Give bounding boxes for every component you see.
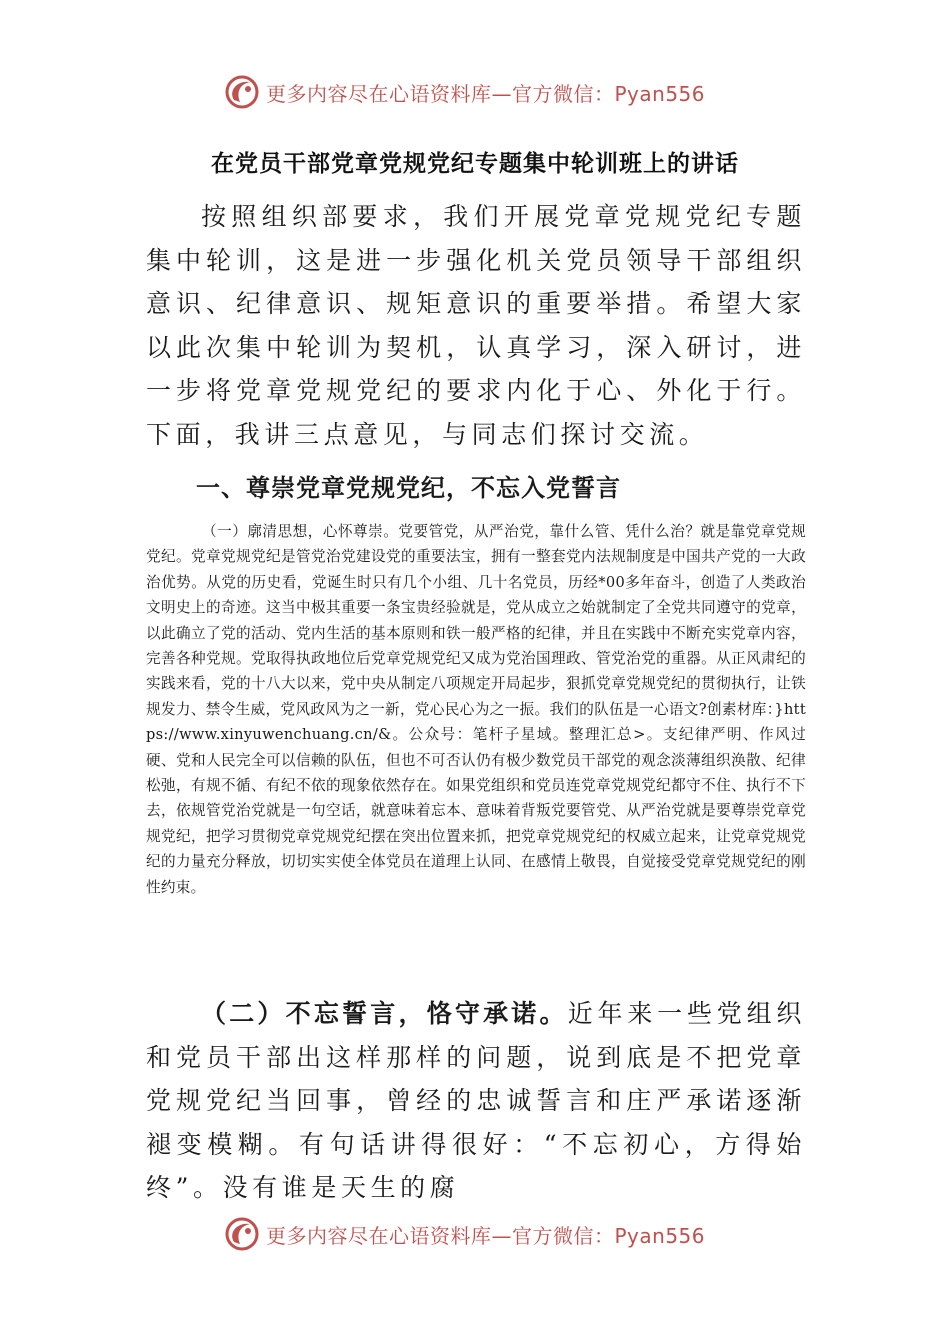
section-1-heading: 一、尊崇党章党规党纪，不忘入党誓言 (196, 473, 621, 502)
section-1-paragraph-1: （一）廓清思想，心怀尊崇。党要管党，从严治党，靠什么管、凭什么治？就是靠党章党规党纪。党章党规党纪是管党治党建设党的重要法宝，拥有一整套党内法规制度是中国共产党的一大政治优势。从党的历史看，党诞生时只有几个小组、几十名党员，历经*00多年奋斗，创造了人类政治文明史上的奇迹。这当中极其重要一条宝贵经验就是，党从成立之始就制定了全党共同遵守的党章，以此确立了党的活动、党内生活的基本原则和铁一般严格的纪律，并且在实践中不断充实党章内容，完善各种党规。党取得执政地位后党章党规党纪又成为党治国理政、管党治党的重器。从正风肃纪的实践来看，党的十八大以来，党中央从制定八项规定开局起步，狠抓党章党规党纪的贯彻执行，让铁规发力、禁令生威，党风政风为之一新，党心民心为之一振。我们的队伍是一心语文?创素材库：}https://www.xinyuwenchuang.cn/&。公众号：笔杆子星域。整理汇总>。支纪律严明、作风过硬、党和人民完全可以信赖的队伍，但也不可否认仍有极少数党员干部党的观念淡薄组织涣散、纪律松弛，有规不循、有纪不依的现象依然存在。如果党组织和党员连党章党规党纪都守不住、执行不下去，依规管党治党就是一句空话，就意味着忘本、意味着背叛党要管党、从严治党就是要尊崇党章党规党纪，把学习贯彻党章党规党纪摆在突出位置来抓，把党章党规党纪的权威立起来，让党章党规党纪的力量充分释放，切切实实使全体党员在道理上认同、在感情上敬畏，自觉接受党章党规党纪的刚性约束。 (146, 523, 806, 896)
document-title: 在党员干部党章党规党纪专题集中轮训班上的讲话 (211, 150, 739, 177)
footer-banner-text: 更多内容尽在心语资料库—官方微信：Pyan556 (266, 1223, 706, 1248)
crescent-logo-icon (222, 1214, 262, 1254)
section-1-paragraph-2 (146, 992, 806, 1210)
paragraph-2-lead: （二）不忘誓言，恪守承诺。 (201, 999, 568, 1028)
header-banner-text: 更多内容尽在心语资料库—官方微信：Pyan556 (266, 81, 706, 106)
header-banner (222, 70, 782, 114)
intro-paragraph: 按照组织部要求，我们开展党章党规党纪专题集中轮训，这是进一步强化机关党员领导干部组织意识、纪律意识、规矩意识的重要举措。希望大家以此次集中轮训为契机，认真学习，深入研讨，进一步将党章党规党纪的要求内化于心、外化于行。下面，我讲三点意见，与同志们探讨交流。 (146, 202, 806, 449)
crescent-logo-icon (222, 72, 262, 112)
paragraph-2-body: 近年来一些党组织和党员干部出这样那样的问题，说到底是不把党章党规党纪当回事，曾经的忠诚誓言和庄严承诺逐渐褪变模糊。有句话讲得很好：“不忘初心，方得始终”。没有谁是天生的腐 (146, 999, 806, 1202)
footer-banner (222, 1212, 782, 1256)
